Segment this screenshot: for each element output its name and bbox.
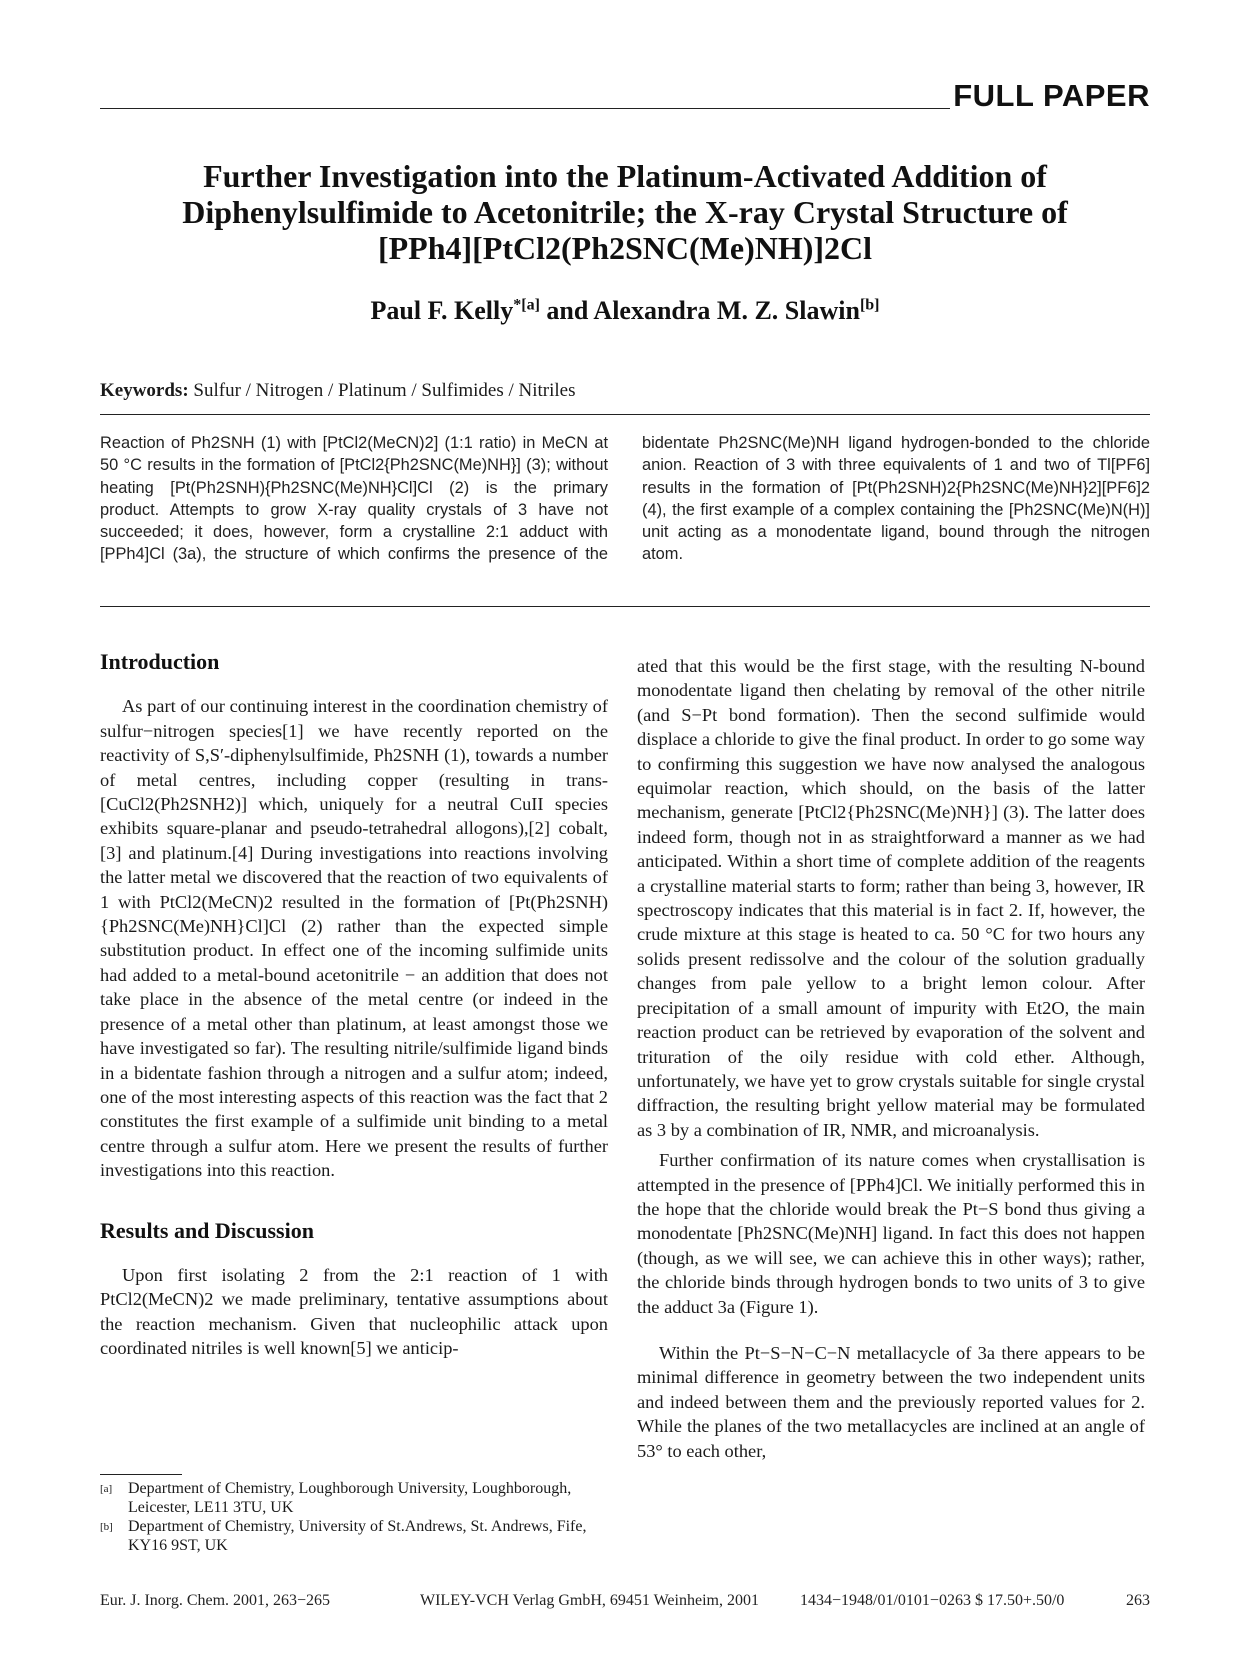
section-label: FULL PAPER <box>953 78 1150 113</box>
author-2-affiliation: [b] <box>859 296 880 314</box>
footnote-a <box>100 1479 620 1517</box>
author-list <box>100 296 1150 326</box>
paragraph: Further confirmation of its nature comes when crystallisation is attempted in the presence of [PPh4]Cl. We initially performed this in the hope that the chloride would break the Pt−S bond thus giving a monodentate [Ph2SNC(Me)NH] ligand. In fact this does not happen (though, as we will see, we can achieve this in other ways); rather, the chloride binds through hydrogen bonds to two units of 3 to give the adduct 3a (Figure 1). <box>637 1150 1145 1317</box>
title-line-3: [PPh4][PtCl2(Ph2SNC(Me)NH)]2Cl <box>377 230 873 266</box>
abstract: Reaction of Ph2SNH (1) with [PtCl2(MeCN)2] (1:1 ratio) in MeCN at 50 °C results in the formation of [PtCl2{Ph2SNC(Me)NH}] (3); without heating [Pt(Ph2SNH){Ph2SNC(Me)NH}Cl]Cl (2) is the primary product. Attempts to grow X-ray quality crystals of 3 have not succeeded; it does, however, form a crystalline 2:1 adduct with [PPh4]Cl (3a), the structure of which confirms the presence of the bidentate Ph2SNC(Me)NH ligand hydrogen-bonded to the chloride anion. Reaction of 3 with three equivalents of 1 and two of Tl[PF6] results in the formation of [Pt(Ph2SNH)2{Ph2SNC(Me)NH}2][PF6]2 (4), the first example of a complex containing the [Ph2SNC(Me)N(H)] unit acting as a monodentate ligand, bound through the nitrogen atom. <box>100 434 1150 564</box>
footnote-b <box>100 1517 620 1555</box>
footnote-mark: [b] <box>100 1521 113 1533</box>
footnote-text: Department of Chemistry, University of St.Andrews, St. Andrews, Fife, KY16 9ST, UK <box>128 1518 587 1554</box>
header-rule <box>100 108 950 109</box>
paragraph: Within the Pt−S−N−C−N metallacycle of 3a there appears to be minimal difference in geometry between the two independent units and indeed between them and the previously reported values for 2. While the planes of the two metallacycles are inclined at an angle of 53° to each other, <box>637 1342 1145 1461</box>
body-column-right <box>637 654 1145 1463</box>
title-line-1: Further Investigation into the Platinum-Activated Addition of <box>203 158 1047 194</box>
footnote-text: Department of Chemistry, Loughborough University, Loughborough, Leicester, LE11 3TU, UK <box>128 1480 572 1516</box>
page-number: 263 <box>1126 1592 1150 1609</box>
abstract-top-rule <box>100 414 1150 415</box>
article-title <box>100 158 1150 266</box>
paragraph: As part of our continuing interest in the coordination chemistry of sulfur−nitrogen species[1] we have recently reported on the reactivity of S,S′-diphenylsulfimide, Ph2SNH (1), towards a number of metal centres, including copper (resulting in trans-[CuCl2(Ph2SNH2)] which, uniquely for a neutral CuII species exhibits square-planar and pseudo-tetrahedral allogons),[2] cobalt,[3] and platinum.[4] During investigations into reactions involving the latter metal we discovered that the reaction of two equivalents of 1 with PtCl2(MeCN)2 resulted in the formation of [Pt(Ph2SNH){Ph2SNC(Me)NH}Cl]Cl (2) rather than the expected simple substitution product. In effect one of the incoming sulfimide units had added to a metal-bound acetonitrile − an addition that does not take place in the absence of the metal centre (or indeed in the presence of a metal other than platinum, at least amongst those we have investigated so far). The resulting nitrile/sulfimide ligand binds in a bidentate fashion through a nitrogen and a sulfur atom; indeed, one of the most interesting aspects of this reaction was the fact that 2 constitutes the first example of a sulfimide unit binding to a metal centre through a sulfur atom. Here we present the results of further investigations into this reaction. <box>100 696 608 1181</box>
paragraph: Upon first isolating 2 from the 2:1 reaction of 1 with PtCl2(MeCN)2 we made preliminary, tentative assumptions about the reaction mechanism. Given that nucleophilic attack upon coordinated nitriles is well known[5] we anticip- <box>100 1264 608 1359</box>
author-2: Alexandra M. Z. Slawin <box>593 296 860 325</box>
keywords-label: Keywords: <box>100 380 189 401</box>
keywords-list: Sulfur / Nitrogen / Platinum / Sulfimides / Nitriles <box>193 380 576 401</box>
section-heading-introduction: Introduction <box>100 649 220 674</box>
body-column-left <box>100 650 608 1361</box>
footer-publisher: WILEY-VCH Verlag GmbH, 69451 Weinheim, 2001 <box>420 1592 759 1609</box>
abstract-bottom-rule <box>100 606 1150 607</box>
section-heading-results: Results and Discussion <box>100 1217 314 1243</box>
paragraph: ated that this would be the first stage, with the resulting N-bound monodentate ligand then chelating by removal of the other nitrile (and S−Pt bond formation). Then the second sulfimide would displace a chloride to give the final product. In order to go some way to confirming this suggestion we have now analysed the analogous equimolar reaction, which should, on the basis of the latter mechanism, generate [PtCl2{Ph2SNC(Me)NH}] (3). The latter does indeed form, though not in as straightforward a manner as we had anticipated. Within a short time of complete addition of the reagents a crystalline material starts to form; rather than being 3, however, IR spectroscopy indicates that this material is in fact 2. If, however, the crude mixture at this stage is heated to ca. 50 °C for two hours any solids present redissolve and the colour of the solution gradually changes from pale yellow to a bright lemon colour. After precipitation of a small amount of impurity with Et2O, the main reaction product can be retrieved by evaporation of the solvent and trituration of the oily residue with cold ether. Although, unfortunately, we have yet to grow crystals suitable for single crystal diffraction, the resulting bright yellow material may be formulated as 3 by a combination of IR, NMR, and microanalysis. <box>637 656 1145 1140</box>
author-1: Paul F. Kelly <box>370 296 514 325</box>
footer-code: 1434−1948/01/0101−0263 $ 17.50+.50/0 <box>800 1592 1065 1609</box>
affiliation-footnotes <box>100 1474 620 1555</box>
footnote-mark: [a] <box>100 1483 113 1495</box>
author-1-affiliation: *[a] <box>513 296 540 314</box>
footer-journal: Eur. J. Inorg. Chem. 2001, 263−265 <box>100 1592 331 1609</box>
footnote-rule <box>100 1474 182 1475</box>
author-conjunction: and <box>546 296 589 325</box>
keywords <box>100 380 576 402</box>
title-line-2: Diphenylsulfimide to Acetonitrile; the X-ray Crystal Structure of <box>182 194 1068 230</box>
